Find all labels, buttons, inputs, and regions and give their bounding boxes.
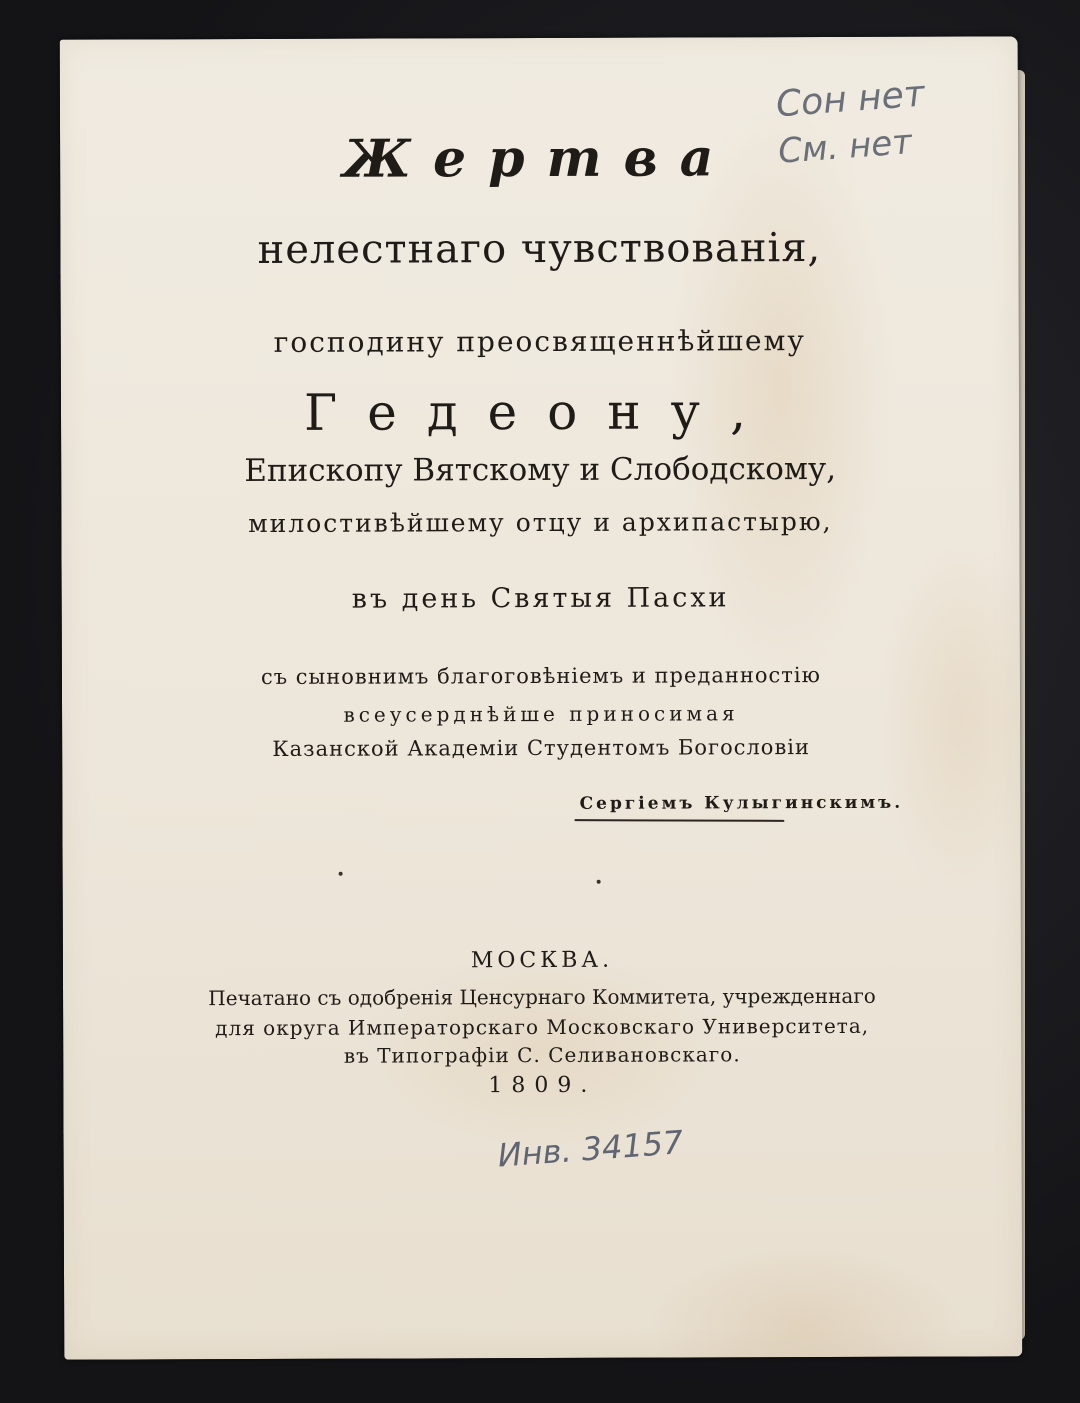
book-title: Жертва (342, 127, 736, 190)
ink-dot (597, 880, 601, 884)
bishop-title: Епископу Вятскому и Слободскому, (244, 450, 837, 490)
handwritten-shelf-mark: Сон нет (774, 73, 927, 126)
occasion-line: въ день Святыя Пасхи (351, 582, 730, 615)
epithet-line: милостивѣйшему отцу и архипастырю, (248, 506, 833, 539)
book-subtitle: нелестнаго чувствованія, (257, 225, 822, 273)
ink-dot (339, 872, 343, 876)
author-underline (574, 819, 784, 822)
title-page (60, 36, 1023, 1359)
offering-line: съ сыновнимъ благоговѣніемъ и преданностію (260, 663, 821, 689)
imprint-line: въ Типографіи С. Селивановскаго. (343, 1042, 741, 1068)
dedication-line: господину преосвященнѣйшему (273, 324, 806, 359)
author-name: Сергіемъ Кулыгинскимъ. (579, 792, 904, 814)
imprint-city: МОСКВА. (470, 947, 614, 974)
imprint-year: 1809. (488, 1072, 597, 1099)
offering-line: Казанской Академіи Студентомъ Богословіи (272, 735, 811, 761)
handwritten-shelf-mark: См. нет (776, 122, 914, 172)
handwritten-inventory-number: Инв. 34157 (496, 1123, 685, 1175)
offering-line: всеусерднѣйше приносимая (343, 701, 739, 727)
imprint-line: Печатано съ одобренія Ценсурнаго Коммитета, учрежденнаго (208, 983, 876, 1011)
dedicatee-name: Гедеону, (303, 382, 777, 442)
imprint-line: для округа Императорскаго Московскаго Университета, (215, 1013, 870, 1041)
